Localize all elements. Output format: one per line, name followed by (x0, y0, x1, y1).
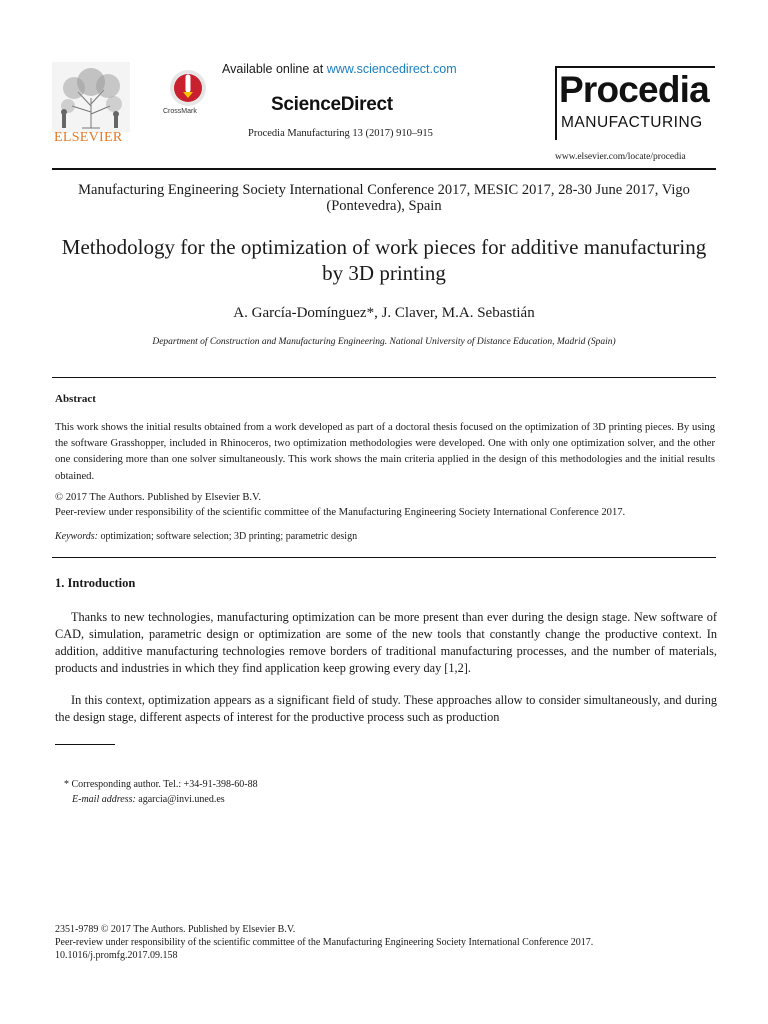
footer-issn: 2351-9789 © 2017 The Authors. Published by Elsevier B.V. (55, 924, 296, 935)
abstract-bottom-divider (52, 557, 716, 558)
email-label: E-mail address: (72, 794, 136, 805)
affiliation: Department of Construction and Manufacturing Engineering. National University of Distance Education, Madrid (Spain) (152, 337, 616, 347)
keywords-line (55, 531, 357, 542)
footer-doi[interactable]: 10.1016/j.promfg.2017.09.158 (55, 950, 178, 961)
paper-title: Methodology for the optimization of work pieces for additive manufacturing by 3D printing (61, 235, 707, 285)
footnote-divider (55, 744, 115, 745)
footer-peer-review: Peer-review under responsibility of the scientific committee of the Manufacturing Engineering Society International Conference 2017. (55, 937, 594, 948)
conference-line: Manufacturing Engineering Society International Conference 2017, MESIC 2017, 28-30 June 2017, Vigo (Pontevedra), Spain (78, 182, 690, 214)
author-list: A. García-Domínguez*, J. Claver, M.A. Sebastián (233, 305, 535, 321)
sciencedirect-logo: ScienceDirect (271, 94, 393, 115)
abstract-text: This work shows the initial results obtained from a work developed as part of a doctoral thesis focused on the optimization of 3D printing pieces. By using the software Grasshopper, included in Rhinoceros, two optimization methodologies were developed. One with only one optimization solver, and the other one considering more than one solver simultaneously. This work shows the main criteria applied in the design of this methodologies and the initial results obtained. (55, 422, 715, 482)
copyright-line: © 2017 The Authors. Published by Elsevier B.V. (55, 492, 261, 503)
header-divider (52, 168, 716, 170)
procedia-logo-title: Procedia (559, 69, 709, 110)
intro-paragraph: In this context, optimization appears as a significant field of study. These approaches allow to consider simultaneously, and during the design stage, different aspects of interest for the productive process such as production (55, 693, 717, 724)
email-address[interactable]: agarcia@invi.uned.es (135, 794, 225, 805)
journal-url-link[interactable]: www.elsevier.com/locate/procedia (555, 152, 686, 162)
available-prefix: Available online at (222, 62, 327, 76)
available-online-line (222, 62, 457, 76)
corresponding-author-note: * Corresponding author. Tel.: +34-91-398-60-88 (64, 779, 258, 790)
procedia-logo-subtitle: MANUFACTURING (561, 114, 703, 131)
email-note (72, 794, 225, 805)
elsevier-wordmark: ELSEVIER (54, 130, 123, 145)
abstract-heading: Abstract (55, 393, 96, 405)
section-heading-introduction: 1. Introduction (55, 576, 136, 590)
crossmark-label: CrossMark (163, 108, 197, 115)
intro-paragraph: Thanks to new technologies, manufacturing optimization can be more present than ever during the design stage. New software of CAD, simulation, parametric design or optimization are some of the new tools that constantly change the productive context. In addition, additive manufacturing technologies remove borders of traditional manufacturing processes, and the number of materials, products and industries in which they find application keep growing every day [1,2]. (55, 610, 717, 675)
keywords-list: optimization; software selection; 3D printing; parametric design (97, 531, 358, 542)
keywords-label: Keywords: (55, 531, 98, 542)
journal-reference: Procedia Manufacturing 13 (2017) 910–915 (248, 128, 433, 139)
peer-review-line: Peer-review under responsibility of the scientific committee of the Manufacturing Engineering Society International Conference 2017. (55, 507, 626, 518)
abstract-top-divider (52, 377, 716, 378)
sciencedirect-link[interactable]: www.sciencedirect.com (326, 62, 457, 76)
